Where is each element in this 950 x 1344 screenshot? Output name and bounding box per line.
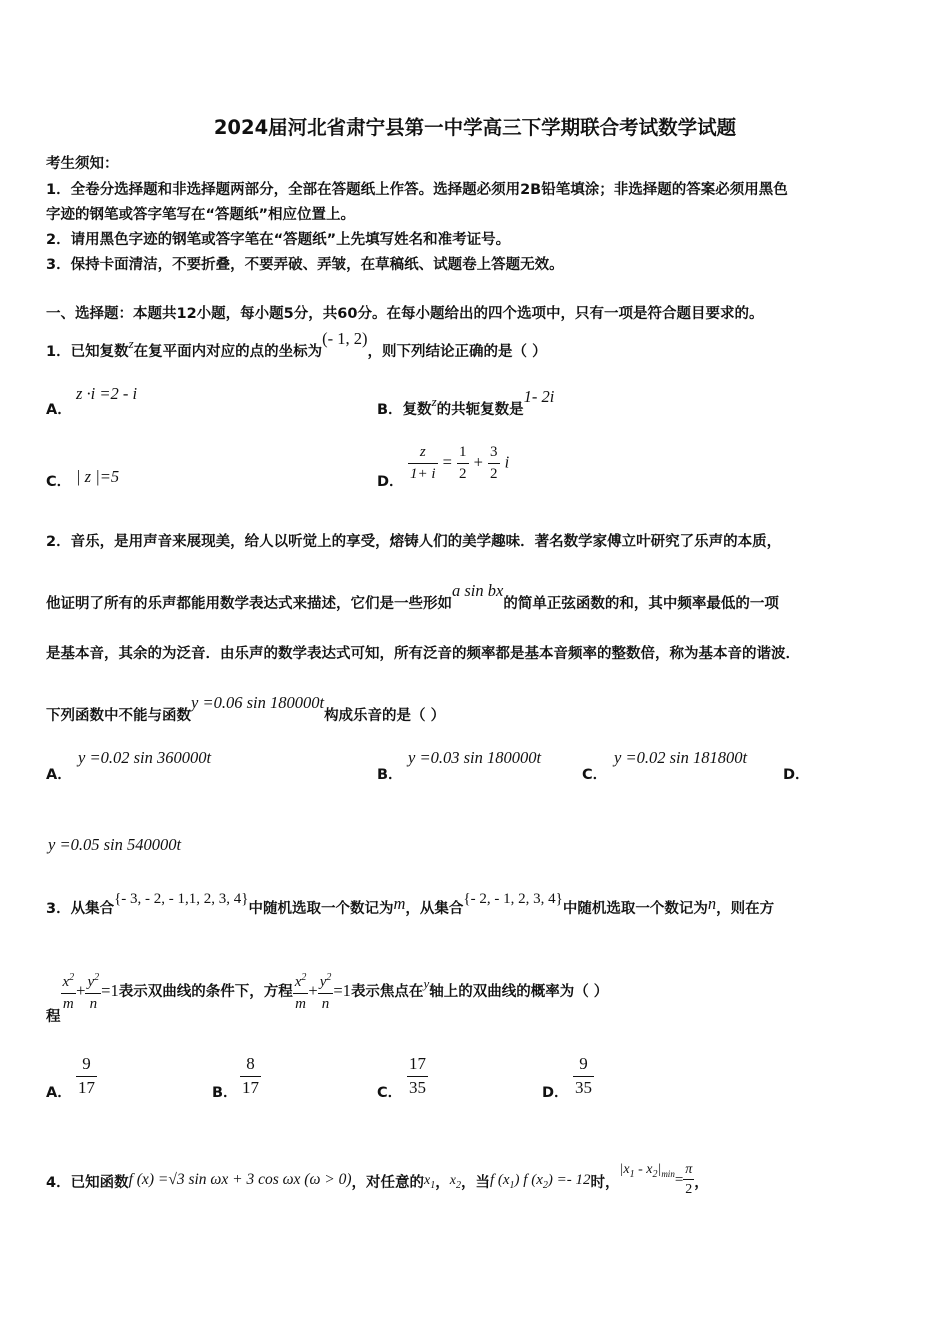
q4-abs-b: - x [634, 1161, 653, 1177]
q1-d-num: z [408, 444, 438, 464]
q3-eq-2-m: m [295, 995, 306, 1012]
q4-x2-sub: 2 [455, 1179, 461, 1191]
q3-prefix: 3．从集合 [46, 901, 115, 917]
q3-eq-1-rhs: =1 [101, 981, 119, 1000]
q1-option-b-text2: 的共轭复数是 [436, 402, 524, 418]
q4-abs-c: | [657, 1161, 662, 1177]
q1-point: (- 1, 2) [322, 329, 368, 348]
q3-eq-1-ysq: 2 [94, 972, 100, 983]
q3-line-2 [46, 972, 609, 1025]
q3-option-c [407, 1055, 428, 1097]
q3-mid-3: 中随机选取一个数记为 [562, 901, 708, 917]
q3-eq-2-plus: + [308, 981, 318, 1000]
notice-line-2: 2．请用黑色字迹的钢笔或答字笔在“答题纸”上先填写姓名和准考证号。 [46, 232, 511, 248]
q1-d-eq: = [442, 452, 452, 472]
q4-abs-a: |x [619, 1161, 630, 1177]
q3-eq-2-xsq: 2 [301, 972, 307, 983]
q3-line-2a: 程 [46, 1009, 61, 1025]
q1-option-a: z ·i =2 - i [76, 384, 138, 403]
q2-option-c: y =0.02 sin 181800t [614, 748, 748, 767]
q1-option-a-label: A． [46, 402, 72, 418]
q2-option-b-label: B． [377, 767, 403, 783]
q2-line-4a: 下列函数中不能与函数 [46, 708, 191, 724]
q3-eq-2-yfrac [318, 972, 334, 1012]
q3-eq-1-xfrac [61, 972, 77, 1012]
q2-line-3: 是基本音，其余的为泛音．由乐声的数学表达式可知，所有泛音的频率都是基本音频率的整数倍，称为基本音的谐波． [46, 646, 800, 662]
q3-mid-2: ，从集合 [405, 901, 464, 917]
q4-comma: ， [435, 1174, 450, 1191]
q1-option-b-text1: 复数 [402, 402, 432, 418]
q3-eq-1-n: n [89, 995, 98, 1012]
q1-d-f2d: 2 [490, 465, 498, 482]
q4-prod-a: f (x [489, 1171, 510, 1188]
q1-d-f1n: 1 [457, 444, 469, 464]
q4-end: ， [694, 1174, 709, 1191]
q3-option-c-label: C． [377, 1085, 403, 1101]
q2-line-2 [46, 581, 779, 613]
q3-set-1: {- 3, - 2, - 1,1, 2, 3, 4} [114, 891, 249, 907]
q2-option-d-label: D． [783, 767, 810, 783]
q2-line-2-expr: a sin bx [452, 581, 504, 600]
q4-prefix: 4．已知函数 [46, 1174, 129, 1191]
q1-d-den: 1+ i [410, 465, 436, 482]
q4-mid-2: ，当 [460, 1174, 490, 1191]
q2-line-4 [46, 693, 446, 725]
notice-line-3: 3．保持卡面清洁，不要折叠，不要弄破、弄皱，在草稿纸、试题卷上答题无效。 [46, 257, 564, 273]
q3-b-num: 8 [240, 1055, 261, 1077]
q3-n: n [707, 894, 717, 913]
q1-option-c: | z |=5 [76, 467, 120, 486]
q3-eq-2-x: x [294, 974, 302, 990]
q3-line-2b: 表示双曲线的条件下，方程 [118, 984, 293, 1000]
q1-mid: 在复平面内对应的点的坐标为 [133, 344, 323, 360]
q1-d-frac-z [408, 444, 438, 482]
q3-eq-1-m: m [62, 995, 74, 1012]
q2-option-a: y =0.02 sin 360000t [78, 748, 212, 767]
q1-option-d-label: D． [377, 474, 404, 490]
q1-option-b [377, 387, 555, 419]
q4-x1: x [424, 1172, 431, 1188]
q2-option-b: y =0.03 sin 180000t [408, 748, 542, 767]
q2-line-1: 2．音乐，是用声音来展现美，给人以听觉上的享受，熔铸人们的美学趣味．著名数学家傅立叶研究了乐声的本质， [46, 534, 782, 550]
q3-eq-1-yfrac [85, 972, 101, 1012]
q2-line-4b: 构成乐音的是（ ） [324, 708, 446, 724]
q4-x2: x [449, 1172, 456, 1188]
q3-d-num: 9 [573, 1055, 594, 1077]
q2-option-a-label: A． [46, 767, 72, 783]
q3-c-num: 17 [407, 1055, 428, 1077]
q4-abs-sub2: 2 [652, 1168, 658, 1180]
q3-set-2: {- 2, - 1, 2, 3, 4} [463, 891, 563, 907]
q1-suffix: ，则下列结论正确的是（ ） [367, 344, 547, 360]
q3-option-b-label: B． [212, 1085, 238, 1101]
q1-d-f2n: 3 [488, 444, 500, 464]
q1-prefix: 1．已知复数 [46, 344, 129, 360]
q1-option-d [408, 444, 509, 482]
q4-prod-sub2: 2 [542, 1179, 548, 1191]
q4-prod-c: ) =- 12 [547, 1171, 591, 1188]
q3-c-den: 35 [409, 1077, 426, 1097]
q3-line-2d: 轴上的双曲线的概率为（ ） [429, 984, 609, 1000]
q4-function: f (x) =√3 sin ωx + 3 cos ωx (ω > 0) [128, 1170, 352, 1188]
q3-eq-2-ysq: 2 [326, 972, 332, 983]
q1-option-b-label: B． [377, 402, 403, 418]
q1-d-i: i [504, 452, 510, 472]
q4-prod-b: ) f (x [514, 1171, 543, 1188]
q3-d-den: 35 [575, 1077, 592, 1097]
q1-d-plus: + [473, 452, 483, 472]
notice-line-1a: 1．全卷分选择题和非选择题两部分，全部在答题纸上作答。选择题必须用2B铅笔填涂；非选择题的答案必须用黑色 [46, 182, 788, 198]
q3-eq-2-n: n [321, 995, 330, 1012]
q3-option-a-label: A． [46, 1085, 72, 1101]
q1-d-frac-2 [488, 444, 500, 482]
q3-mid-1: 中随机选取一个数记为 [248, 901, 394, 917]
q2-option-d: y =0.05 sin 540000t [48, 835, 182, 854]
q3-eq-1-x: x [62, 974, 70, 990]
question-4 [46, 1161, 709, 1201]
q3-suffix: ，则在方 [716, 901, 775, 917]
q4-min: min [661, 1168, 675, 1179]
q2-line-4-expr: y =0.06 sin 180000t [191, 693, 325, 712]
q3-eq-1-y: y [87, 974, 95, 990]
q3-set-2-values: - 2, - 1, 2, 3, 4 [470, 891, 556, 907]
q4-eq: = [674, 1171, 684, 1188]
q3-m: m [393, 894, 406, 913]
q3-set-1-values: - 3, - 2, - 1,1, 2, 3, 4 [121, 891, 242, 907]
q3-option-d [573, 1055, 594, 1097]
q4-pi: π [683, 1162, 694, 1180]
q4-mid-3: 时， [590, 1174, 620, 1191]
q4-x1-sub: 1 [430, 1179, 436, 1191]
q1-z: z [128, 336, 134, 351]
q3-option-b [240, 1055, 261, 1097]
q3-y: y [423, 976, 430, 991]
q1-d-frac-1 [457, 444, 469, 482]
q2-line-2b: 的简单正弦函数的和，其中频率最低的一项 [503, 596, 779, 612]
notice-line-1b: 字迹的钢笔或答字笔写在“答题纸”相应位置上。 [46, 207, 356, 223]
q3-eq-2-y: y [319, 974, 327, 990]
question-1 [46, 329, 547, 361]
q3-b-den: 17 [242, 1077, 259, 1097]
q1-d-f1d: 2 [459, 465, 467, 482]
q3-eq-1-xsq: 2 [69, 972, 75, 983]
q3-a-den: 17 [78, 1077, 95, 1097]
q3-eq-1-plus: + [76, 981, 86, 1000]
section-header: 一、选择题：本题共12小题，每小题5分，共60分。在每小题给出的四个选项中，只有一项是符合题目要求的。 [46, 306, 764, 322]
q1-option-b-expr: 1- 2i [523, 387, 555, 406]
q3-option-a [76, 1055, 97, 1097]
q3-a-num: 9 [76, 1055, 97, 1077]
q2-line-2a: 他证明了所有的乐声都能用数学表达式来描述，它们是一些形如 [46, 596, 452, 612]
q1-option-b-z: z [431, 394, 437, 409]
q3-eq-2-xfrac [293, 972, 309, 1012]
q3-line-1 [46, 891, 775, 918]
page-title: 2024届河北省肃宁县第一中学高三下学期联合考试数学试题 [213, 116, 737, 139]
q3-eq-2-rhs: =1 [333, 981, 351, 1000]
q1-option-c-label: C． [46, 474, 72, 490]
q4-abs-sub1: 1 [629, 1168, 635, 1180]
q3-option-d-label: D． [542, 1085, 569, 1101]
q4-two: 2 [685, 1182, 693, 1198]
q4-prod-sub1: 1 [509, 1179, 515, 1191]
q4-mid-1: ，对任意的 [351, 1174, 425, 1191]
notice-heading: 考生须知： [46, 156, 119, 172]
q2-option-c-label: C． [582, 767, 608, 783]
q3-line-2c: 表示焦点在 [350, 984, 424, 1000]
